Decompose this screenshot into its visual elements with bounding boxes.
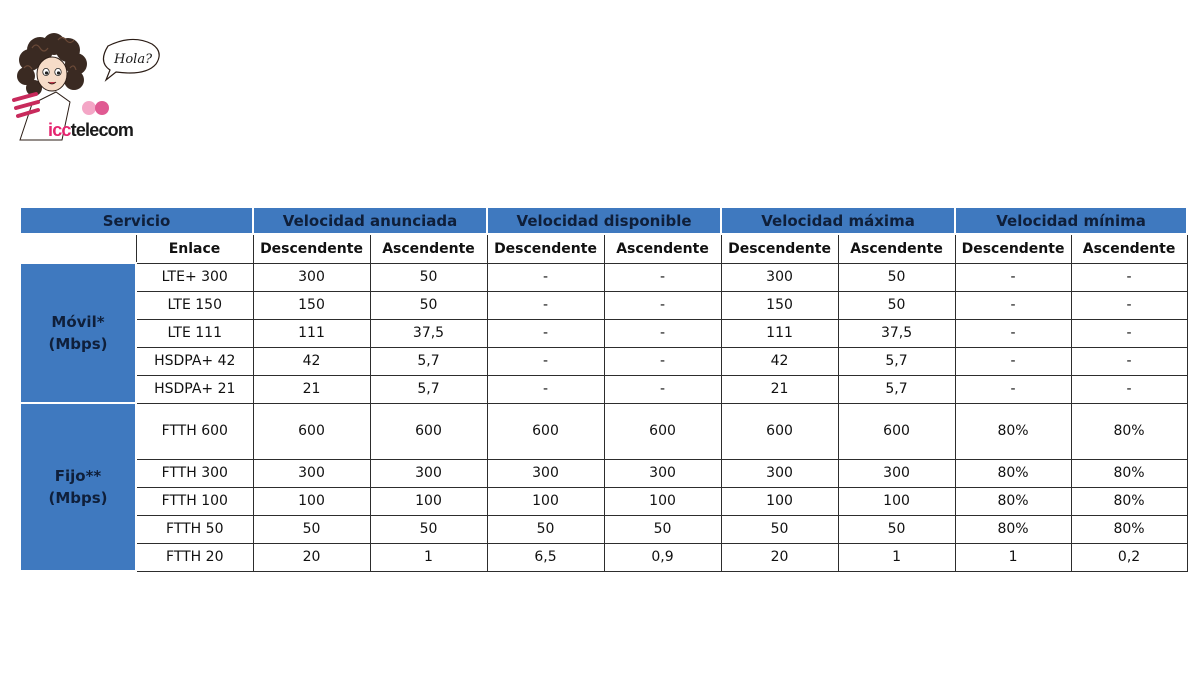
value-cell: 80% <box>1071 403 1187 459</box>
table-row <box>20 375 1187 403</box>
table-row <box>20 515 1187 543</box>
group-header-row <box>20 207 1187 234</box>
value-cell: - <box>1071 375 1187 403</box>
value-cell: 50 <box>253 515 370 543</box>
value-cell: - <box>955 375 1071 403</box>
value-cell: 0,2 <box>1071 543 1187 571</box>
value-cell: 50 <box>838 263 955 291</box>
link-cell: LTE 111 <box>136 319 253 347</box>
value-cell: 80% <box>1071 459 1187 487</box>
subheader-disponible-ascendente: Ascendente <box>604 234 721 263</box>
table-row <box>20 291 1187 319</box>
corner-cell <box>20 234 136 263</box>
value-cell: 100 <box>370 487 487 515</box>
link-cell: HSDPA+ 21 <box>136 375 253 403</box>
value-cell: 300 <box>604 459 721 487</box>
value-cell: 1 <box>955 543 1071 571</box>
value-cell: 600 <box>253 403 370 459</box>
value-cell: 100 <box>604 487 721 515</box>
header-servicio: Servicio <box>20 207 253 234</box>
value-cell: 111 <box>721 319 838 347</box>
value-cell: 80% <box>1071 515 1187 543</box>
link-cell: FTTH 50 <box>136 515 253 543</box>
value-cell: - <box>487 375 604 403</box>
value-cell: - <box>604 291 721 319</box>
subheader-disponible-descendente: Descendente <box>487 234 604 263</box>
subheader-minima-descendente: Descendente <box>955 234 1071 263</box>
value-cell: - <box>604 375 721 403</box>
value-cell: 600 <box>838 403 955 459</box>
value-cell: 1 <box>370 543 487 571</box>
table-row <box>20 459 1187 487</box>
value-cell: 100 <box>838 487 955 515</box>
value-cell: 50 <box>370 515 487 543</box>
value-cell: 37,5 <box>370 319 487 347</box>
value-cell: 50 <box>487 515 604 543</box>
value-cell: 50 <box>370 263 487 291</box>
value-cell: 300 <box>487 459 604 487</box>
value-cell: 600 <box>604 403 721 459</box>
link-cell: HSDPA+ 42 <box>136 347 253 375</box>
value-cell: 80% <box>955 487 1071 515</box>
value-cell: 300 <box>253 459 370 487</box>
table-row <box>20 487 1187 515</box>
link-cell: FTTH 100 <box>136 487 253 515</box>
value-cell: 20 <box>721 543 838 571</box>
header-velocidad-anunciada: Velocidad anunciada <box>253 207 487 234</box>
value-cell: 150 <box>721 291 838 319</box>
link-cell: FTTH 600 <box>136 403 253 459</box>
sub-header-row <box>20 234 1187 263</box>
link-cell: LTE 150 <box>136 291 253 319</box>
value-cell: 100 <box>487 487 604 515</box>
subheader-enlace: Enlace <box>136 234 253 263</box>
value-cell: 300 <box>721 459 838 487</box>
value-cell: 0,9 <box>604 543 721 571</box>
value-cell: - <box>487 347 604 375</box>
value-cell: 50 <box>604 515 721 543</box>
link-cell: LTE+ 300 <box>136 263 253 291</box>
value-cell: 42 <box>721 347 838 375</box>
service-unit: (Mbps) <box>48 489 108 507</box>
value-cell: - <box>1071 319 1187 347</box>
value-cell: 1 <box>838 543 955 571</box>
value-cell: 5,7 <box>370 375 487 403</box>
value-cell: - <box>1071 263 1187 291</box>
value-cell: 80% <box>955 515 1071 543</box>
service-name: Móvil* <box>51 313 105 331</box>
table-row <box>20 403 1187 459</box>
table-row <box>20 543 1187 571</box>
subheader-maxima-ascendente: Ascendente <box>838 234 955 263</box>
brand-suffix: telecom <box>70 120 134 140</box>
table-row <box>20 347 1187 375</box>
brand-wordmark <box>48 120 133 140</box>
speed-table <box>19 206 1188 572</box>
header-velocidad-maxima: Velocidad máxima <box>721 207 955 234</box>
value-cell: 5,7 <box>370 347 487 375</box>
value-cell: - <box>955 319 1071 347</box>
value-cell: 300 <box>838 459 955 487</box>
value-cell: 5,7 <box>838 375 955 403</box>
value-cell: - <box>1071 291 1187 319</box>
brand-prefix: icc <box>48 120 71 140</box>
speech-bubble-text: Hola? <box>114 52 153 67</box>
company-logo <box>10 28 170 143</box>
value-cell: - <box>955 347 1071 375</box>
value-cell: - <box>604 263 721 291</box>
value-cell: 600 <box>370 403 487 459</box>
value-cell: - <box>487 291 604 319</box>
value-cell: 600 <box>487 403 604 459</box>
header-velocidad-minima: Velocidad mínima <box>955 207 1187 234</box>
header-velocidad-disponible: Velocidad disponible <box>487 207 721 234</box>
value-cell: 37,5 <box>838 319 955 347</box>
service-unit: (Mbps) <box>48 335 108 353</box>
value-cell: 600 <box>721 403 838 459</box>
service-label-movil <box>20 263 136 403</box>
value-cell: - <box>955 291 1071 319</box>
value-cell: 21 <box>253 375 370 403</box>
value-cell: - <box>604 319 721 347</box>
value-cell: 5,7 <box>838 347 955 375</box>
link-cell: FTTH 20 <box>136 543 253 571</box>
value-cell: - <box>955 263 1071 291</box>
value-cell: - <box>1071 347 1187 375</box>
value-cell: 80% <box>955 403 1071 459</box>
value-cell: 300 <box>721 263 838 291</box>
value-cell: 50 <box>370 291 487 319</box>
value-cell: 300 <box>370 459 487 487</box>
value-cell: 50 <box>838 291 955 319</box>
subheader-anunciada-descendente: Descendente <box>253 234 370 263</box>
value-cell: 100 <box>253 487 370 515</box>
value-cell: - <box>487 263 604 291</box>
subheader-anunciada-ascendente: Ascendente <box>370 234 487 263</box>
value-cell: 150 <box>253 291 370 319</box>
value-cell: 80% <box>1071 487 1187 515</box>
value-cell: 80% <box>955 459 1071 487</box>
value-cell: - <box>604 347 721 375</box>
table-row <box>20 319 1187 347</box>
value-cell: 111 <box>253 319 370 347</box>
value-cell: 100 <box>721 487 838 515</box>
table-row <box>20 263 1187 291</box>
value-cell: 21 <box>721 375 838 403</box>
value-cell: 20 <box>253 543 370 571</box>
subheader-minima-ascendente: Ascendente <box>1071 234 1187 263</box>
value-cell: 6,5 <box>487 543 604 571</box>
value-cell: 50 <box>838 515 955 543</box>
value-cell: - <box>487 319 604 347</box>
service-label-fijo <box>20 403 136 571</box>
value-cell: 42 <box>253 347 370 375</box>
value-cell: 50 <box>721 515 838 543</box>
subheader-maxima-descendente: Descendente <box>721 234 838 263</box>
link-cell: FTTH 300 <box>136 459 253 487</box>
service-name: Fijo** <box>54 467 102 485</box>
value-cell: 300 <box>253 263 370 291</box>
